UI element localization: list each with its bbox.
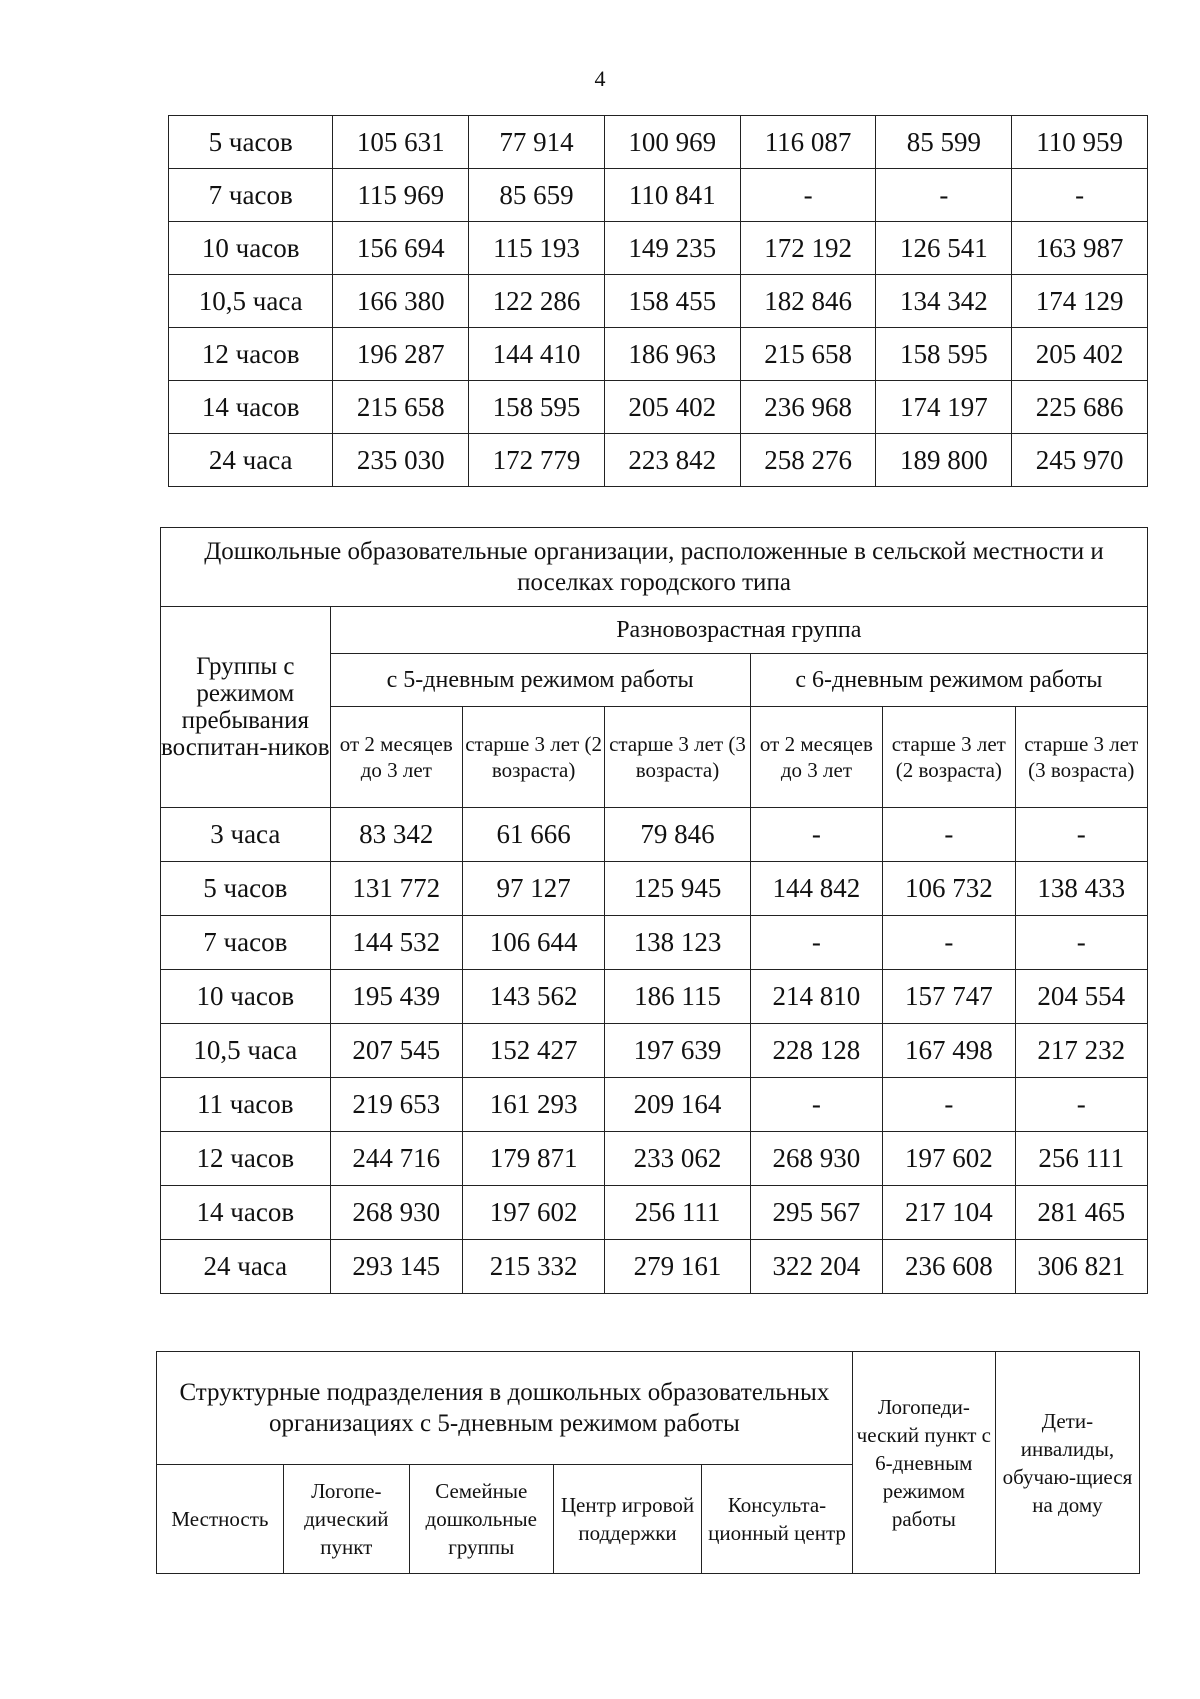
table-cell: 235 030 [333,434,469,487]
table-cell: - [750,808,882,862]
table-cell: 281 465 [1015,1186,1147,1240]
row-label: 5 часов [169,116,333,169]
table-row [169,434,1148,487]
table-cell: 197 602 [883,1132,1015,1186]
table-cell: 138 123 [605,916,751,970]
table-cell: 157 747 [883,970,1015,1024]
row-label: 12 часов [169,328,333,381]
row-label: 11 часов [161,1078,331,1132]
table-cell: 105 631 [333,116,469,169]
disabled-children-header: Дети-инвалиды, обучаю-щиеся на дому [995,1352,1139,1574]
row-label: 10 часов [161,970,331,1024]
age-header: старше 3 лет (2 возраста) [883,707,1015,808]
row-label: 7 часов [161,916,331,970]
table-cell: 172 192 [740,222,876,275]
table-cell: 268 930 [330,1186,462,1240]
consult-center-header: Консульта-ционный центр [702,1465,853,1574]
table-row [161,862,1148,916]
table-cell: 163 987 [1012,222,1148,275]
row-label: 10 часов [169,222,333,275]
tariff-table-continued [168,115,1148,487]
row-label: 3 часа [161,808,331,862]
table-cell: 236 608 [883,1240,1015,1294]
table-cell: 189 800 [876,434,1012,487]
table-cell: 214 810 [750,970,882,1024]
table-cell: 217 104 [883,1186,1015,1240]
table-cell: 156 694 [333,222,469,275]
table-cell: 100 969 [604,116,740,169]
table-cell: 79 846 [605,808,751,862]
table-cell: 196 287 [333,328,469,381]
table-cell: - [1015,808,1147,862]
table-cell: 295 567 [750,1186,882,1240]
table-cell: 83 342 [330,808,462,862]
locality-header: Местность [157,1465,284,1574]
table-cell: 77 914 [469,116,605,169]
table-cell: 293 145 [330,1240,462,1294]
speech-point-header: Логопе-дический пункт [283,1465,409,1574]
table-cell: 215 332 [462,1240,604,1294]
table-cell: 215 658 [333,381,469,434]
table-cell: - [883,916,1015,970]
table-cell: 61 666 [462,808,604,862]
table-cell: 174 129 [1012,275,1148,328]
table-cell: 279 161 [605,1240,751,1294]
mixed-age-group-header: Разновозрастная группа [330,607,1147,654]
table-row [161,1132,1148,1186]
table-cell: 158 595 [469,381,605,434]
table-row [161,1024,1148,1078]
table-cell: - [883,808,1015,862]
table-cell: 161 293 [462,1078,604,1132]
table-cell: - [750,916,882,970]
table-cell: 195 439 [330,970,462,1024]
row-label: 14 часов [161,1186,331,1240]
table-cell: - [1015,1078,1147,1132]
table-cell: 115 969 [333,169,469,222]
table-cell: 223 842 [604,434,740,487]
table-row [169,328,1148,381]
table-cell: 179 871 [462,1132,604,1186]
table-cell: - [1015,916,1147,970]
table-row [169,381,1148,434]
age-header: старше 3 лет (3 возраста) [1015,707,1147,808]
table-row [161,970,1148,1024]
table-cell: 204 554 [1015,970,1147,1024]
table-row [169,222,1148,275]
row-label: 24 часа [161,1240,331,1294]
five-day-mode-header: с 5-дневным режимом работы [330,654,750,707]
table-cell: 197 639 [605,1024,751,1078]
table-cell: 322 204 [750,1240,882,1294]
table-row [161,808,1148,862]
table-cell: 205 402 [604,381,740,434]
table-cell: 186 115 [605,970,751,1024]
table-cell: 144 532 [330,916,462,970]
row-label: 7 часов [169,169,333,222]
table-cell: 215 658 [740,328,876,381]
table-cell: 106 732 [883,862,1015,916]
age-header: от 2 месяцев до 3 лет [330,707,462,808]
play-support-header: Центр игровой поддержки [553,1465,701,1574]
table-cell: 256 111 [605,1186,751,1240]
table-cell: 116 087 [740,116,876,169]
table-row [169,169,1148,222]
table-cell: - [750,1078,882,1132]
table-cell: 85 599 [876,116,1012,169]
row-label: 10,5 часа [169,275,333,328]
table-row [169,116,1148,169]
table-cell: 134 342 [876,275,1012,328]
table-cell: 122 286 [469,275,605,328]
rural-preschool-table [160,527,1148,1294]
speech-point-6day-header: Логопеди-ческий пункт с 6-дневным режимом работы [852,1352,995,1574]
table-cell: 158 455 [604,275,740,328]
table-cell: 217 232 [1015,1024,1147,1078]
row-label: 14 часов [169,381,333,434]
table-cell: 306 821 [1015,1240,1147,1294]
table-cell: 209 164 [605,1078,751,1132]
table-cell: - [740,169,876,222]
row-label: 24 часа [169,434,333,487]
table-cell: 167 498 [883,1024,1015,1078]
table-row [161,1078,1148,1132]
table-cell: - [1012,169,1148,222]
table-cell: - [883,1078,1015,1132]
table-cell: 172 779 [469,434,605,487]
table-cell: 268 930 [750,1132,882,1186]
table-cell: 144 410 [469,328,605,381]
table-cell: 110 841 [604,169,740,222]
table-cell: 197 602 [462,1186,604,1240]
groups-header: Группы с режимом пребывания воспитан-ников [161,607,331,808]
table-cell: 126 541 [876,222,1012,275]
row-label: 10,5 часа [161,1024,331,1078]
table-row [161,1240,1148,1294]
table-cell: 166 380 [333,275,469,328]
structural-units-header: Структурные подразделения в дошкольных образовательных организациях с 5-дневным режимом работы [157,1352,853,1465]
table-cell: 158 595 [876,328,1012,381]
row-label: 5 часов [161,862,331,916]
table-cell: 219 653 [330,1078,462,1132]
row-label: 12 часов [161,1132,331,1186]
table-cell: 138 433 [1015,862,1147,916]
age-header: от 2 месяцев до 3 лет [750,707,882,808]
table-cell: 205 402 [1012,328,1148,381]
table-cell: 97 127 [462,862,604,916]
table-cell: 256 111 [1015,1132,1147,1186]
table-cell: 143 562 [462,970,604,1024]
table-cell: 182 846 [740,275,876,328]
table-cell: 152 427 [462,1024,604,1078]
family-groups-header: Семейные дошкольные группы [409,1465,553,1574]
table-cell: 236 968 [740,381,876,434]
table-row [161,1186,1148,1240]
table-cell: 245 970 [1012,434,1148,487]
table-cell: 125 945 [605,862,751,916]
table-cell: 131 772 [330,862,462,916]
table-cell: 207 545 [330,1024,462,1078]
table-cell: 85 659 [469,169,605,222]
age-header: старше 3 лет (3 возраста) [605,707,751,808]
structural-units-table [156,1351,1140,1574]
table-cell: 106 644 [462,916,604,970]
table-cell: 233 062 [605,1132,751,1186]
page-number: 4 [594,66,606,91]
table-cell: 244 716 [330,1132,462,1186]
age-header: старше 3 лет (2 возраста) [462,707,604,808]
table-cell: 144 842 [750,862,882,916]
table-cell: 258 276 [740,434,876,487]
table-cell: 186 963 [604,328,740,381]
table-cell: 174 197 [876,381,1012,434]
table-cell: 228 128 [750,1024,882,1078]
table-cell: - [876,169,1012,222]
table-cell: 115 193 [469,222,605,275]
table-cell: 110 959 [1012,116,1148,169]
six-day-mode-header: с 6-дневным режимом работы [750,654,1147,707]
table-row [169,275,1148,328]
table-cell: 225 686 [1012,381,1148,434]
table-cell: 149 235 [604,222,740,275]
table-title: Дошкольные образовательные организации, расположенные в сельской местности и поселках городского типа [161,528,1148,607]
table-row [161,916,1148,970]
